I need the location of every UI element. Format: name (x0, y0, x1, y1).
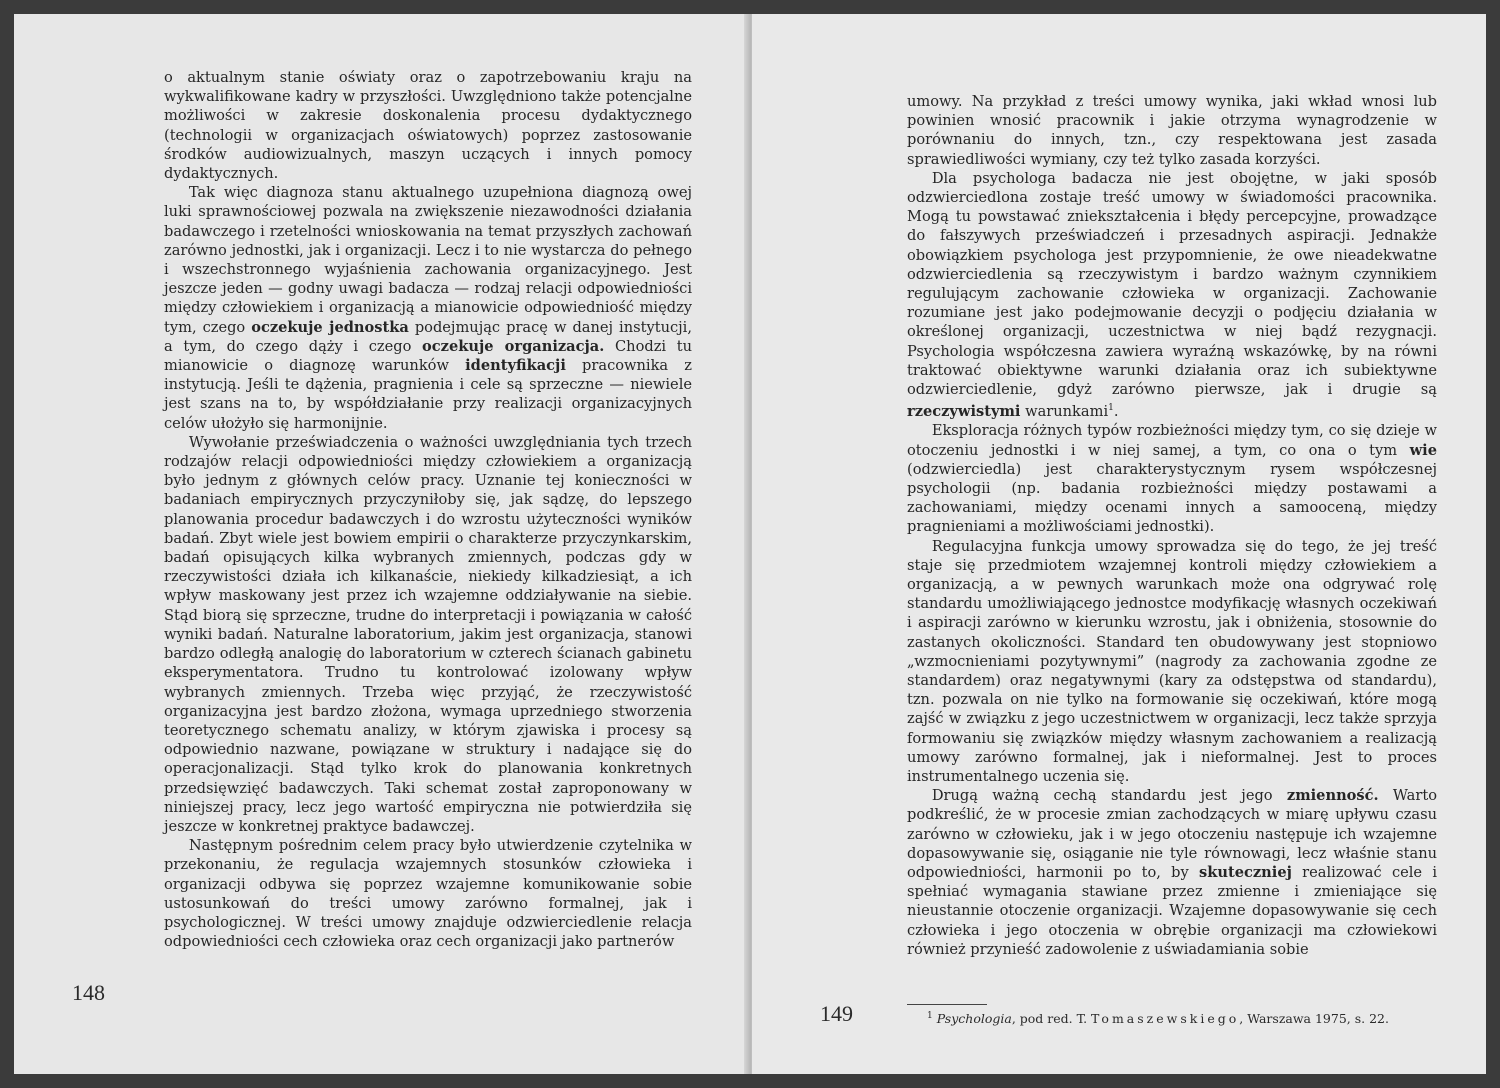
paragraph: Następnym pośrednim celem pracy było utwierdzenie czytelnika w przekonaniu, że regulacja wzajemnych stosunków człowieka i organizacji odbywa się poprzez wzajemne komunikowanie sobie ustosunkowań do treści umowy zarówno formalnej, jak i psychologicznej. W treści umowy znajduje odzwierciedlenie relacja odpowiedniości cech człowieka oraz cech organizacji jako partnerów (164, 837, 692, 951)
emphasis: skuteczniej (1199, 863, 1292, 881)
paragraph: o aktualnym stanie oświaty oraz o zapotrzebowaniu kraju na wykwalifikowane kadry w przyszłości. Uwzględniono także potencjalne możliwości w zakresie doskonalenia procesu dydaktycznego (technologii w organizacjach oświatowych) poprzez zastosowanie środków audiowizualnych, maszyn uczących i innych pomocy dydaktycznych. (164, 69, 692, 183)
emphasis: rzeczywistymi (907, 403, 1021, 421)
paragraph: Wywołanie przeświadczenia o ważności uwzględniania tych trzech rodzajów relacji odpowiedniości między człowiekiem a organizacją było jednym z głównych celów pracy. Uznanie tej konieczności w badaniach empirycznych przyczyniłoby się, jak sądzę, do lepszego planowania procedur badawczych i do wzrostu użyteczności wyników badań. Zbyt wiele jest bowiem empirii o charakterze przyczynkarskim, badań opisujących kilka wybranych zmiennych, podczas gdy w rzeczywistości działa ich kilkanaście, niekiedy kilkadziesiąt, a ich wpływ maskowany jest przez ich wzajemne oddziaływanie na siebie. Stąd biorą się sprzeczne, trudne do interpretacji i powiązania w całość wyniki badań. Naturalne laboratorium, jakim jest organizacja, stanowi bardzo odległą analogię do laboratorium w czterech ścianach gabinetu eksperymentatora. Trudno tu kontrolować izolowany wpływ wybranych zmiennych. Trzeba więc przyjąć, że rzeczywistość organizacyjna jest bardzo złożona, wymaga uprzedniego stworzenia teoretycznego schematu analizy, w którym zjawiska i procesy są odpowiednio nazwane, powiązane w struktury i nadające się do operacjonalizacji. Stąd tylko krok do planowania konkretnych przedsięwzięć badawczych. Taki schemat został zaproponowany w niniejszej pracy, lecz jego wartość empiryczna nie potwierdziła się jeszcze w konkretnej praktyce badawczej. (164, 433, 692, 835)
book-spread (14, 14, 1486, 1074)
page-number: 148 (72, 980, 105, 1005)
right-page-text (907, 92, 1437, 959)
left-page (14, 14, 748, 1074)
emphasis: wie (1409, 441, 1437, 459)
emphasis: oczekuje organizacja. (422, 337, 605, 355)
paragraph: Tak więc diagnoza stanu aktualnego uzupełniona diagnozą owej luki sprawnościowej pozwala na zwiększenie niezawodności działania badawczego i rzetelności wnioskowania na temat przyszłych zachowań zarówno jednostki, jak i organizacji. Lecz i to nie wystarcza do pełnego i wszechstronnego wyjaśnienia zachowania organizacyjnego. Jest jeszcze jeden — godny uwagi badacza — rodzaj relacji odpowiedniości między człowiekiem i organizacją a mianowicie odpowiedniość między tym, czego oczekuje jednostka podejmując pracę w danej instytucji, a tym, do czego dąży i czego oczekuje organizacja. Chodzi tu mianowicie o diagnozę warunków identyfikacji pracownika z instytucją. Jeśli te dążenia, pragnienia i cele są sprzeczne — niewiele jest szans na to, by współdziałanie przy realizacji organizacyjnych celów ułożyło się harmonijnie. (164, 184, 692, 432)
paragraph: Dla psychologa badacza nie jest obojętne, w jaki sposób odzwierciedlona zostaje treść umowy w świadomości pracownika. Mogą tu powstawać zniekształcenia i błędy percepcyjne, prowadzące do fałszywych przeświadczeń i przesadnych aspiracji. Jednakże obowiązkiem psychologa jest przypomnienie, że owe nieadekwatne odzwierciedlenia są rzeczywistym i bardzo ważnym czynnikiem regulującym zachowanie człowieka w organizacji. Zachowanie rozumiane jest jako podejmowanie decyzji o podjęciu działania w określonej organizacji, uczestnictwa w niej bądź rezygnacji. Psychologia współczesna zawiera wyraźną wskazówkę, by na równi traktować obiektywne warunki działania oraz ich subiektywne odzwierciedlenie, gdyż zarówno pierwsze, jak i drugie są rzeczywistymi warunkami$^1$. (907, 169, 1437, 421)
emphasis: zmienność. (1286, 787, 1379, 805)
footnote-divider (907, 1004, 987, 1005)
emphasis: identyfikacji (465, 357, 566, 375)
left-page-text (164, 68, 692, 951)
footnote: $^1$ Psychologia, pod red. T. Tomaszewskiego, Warszawa 1975, s. 22. (927, 1011, 1389, 1027)
footnote-title: Psychologia (936, 1011, 1012, 1027)
page-number: 149 (820, 1001, 853, 1026)
footnote-mark: 1 (1108, 403, 1114, 414)
right-page (752, 14, 1486, 1074)
footnote-mark: 1 (927, 1011, 933, 1021)
paragraph: Drugą ważną cechą standardu jest jego zmienność. Warto podkreślić, że w procesie zmian zachodzących w miarę upływu czasu zarówno w człowieku, jak i w jego otoczeniu następuje ich wzajemne dopasowywanie się, osiąganie nie tyle równowagi, lecz właśnie stanu odpowiedniości, harmonii po to, by skuteczniej realizować cele i spełniać wymagania stawiane przez zmienne i zmieniające się nieustannie otoczenie organizacji. Wzajemne dopasowywanie się cech człowieka i jego otoczenia w obrębie organizacji ma człowiekowi również przynieść zadowolenie z uświadamiania sobie (907, 787, 1438, 958)
paragraph: Regulacyjna funkcja umowy sprowadza się do tego, że jej treść staje się przedmiotem wzajemnej kontroli między człowiekiem a organizacją, a w pewnych warunkach może ona odgrywać rolę standardu umożliwiającego jednostce modyfikację własnych oczekiwań i aspiracji zarówno w kierunku wzrostu, jak i obniżenia, stosownie do zastanych okoliczności. Standard ten obudowywany jest stopniowo „wzmocnieniami pozytywnymi” (nagrody za zachowania zgodne ze standardem) oraz negatywnymi (kary za odstępstwa od standardu), tzn. pozwala on nie tylko na formowanie się oczekiwań, które mogą zajść w związku z jego uczestnictwem w organizacji, lecz także sprzyja formowaniu się związków między własnym zachowaniem a realizacją umowy zarówno formalnej, jak i nieformalnej. Jest to proces instrumentalnego uczenia się. (907, 537, 1437, 785)
emphasis: oczekuje jednostka (251, 318, 409, 336)
paragraph: umowy. Na przykład z treści umowy wynika, jaki wkład wnosi lub powinien wnosić pracownik i jakie otrzyma wynagrodzenie w porównaniu do innych, tzn., czy respektowana jest zasada sprawiedliwości wymiany, czy też tylko zasada korzyści. (907, 93, 1437, 168)
paragraph: Eksploracja różnych typów rozbieżności między tym, co się dzieje w otoczeniu jednostki i w niej samej, a tym, co ona o tym wie (odzwierciedla) jest charakterystycznym rysem współczesnej psychologii (np. badania rozbieżności między postawami a zachowaniami, między ocenami innych a samooceną, między pragnieniami a możliwościami jednostki). (907, 422, 1437, 536)
footnote-author: Tomaszewskiego (1091, 1011, 1240, 1027)
